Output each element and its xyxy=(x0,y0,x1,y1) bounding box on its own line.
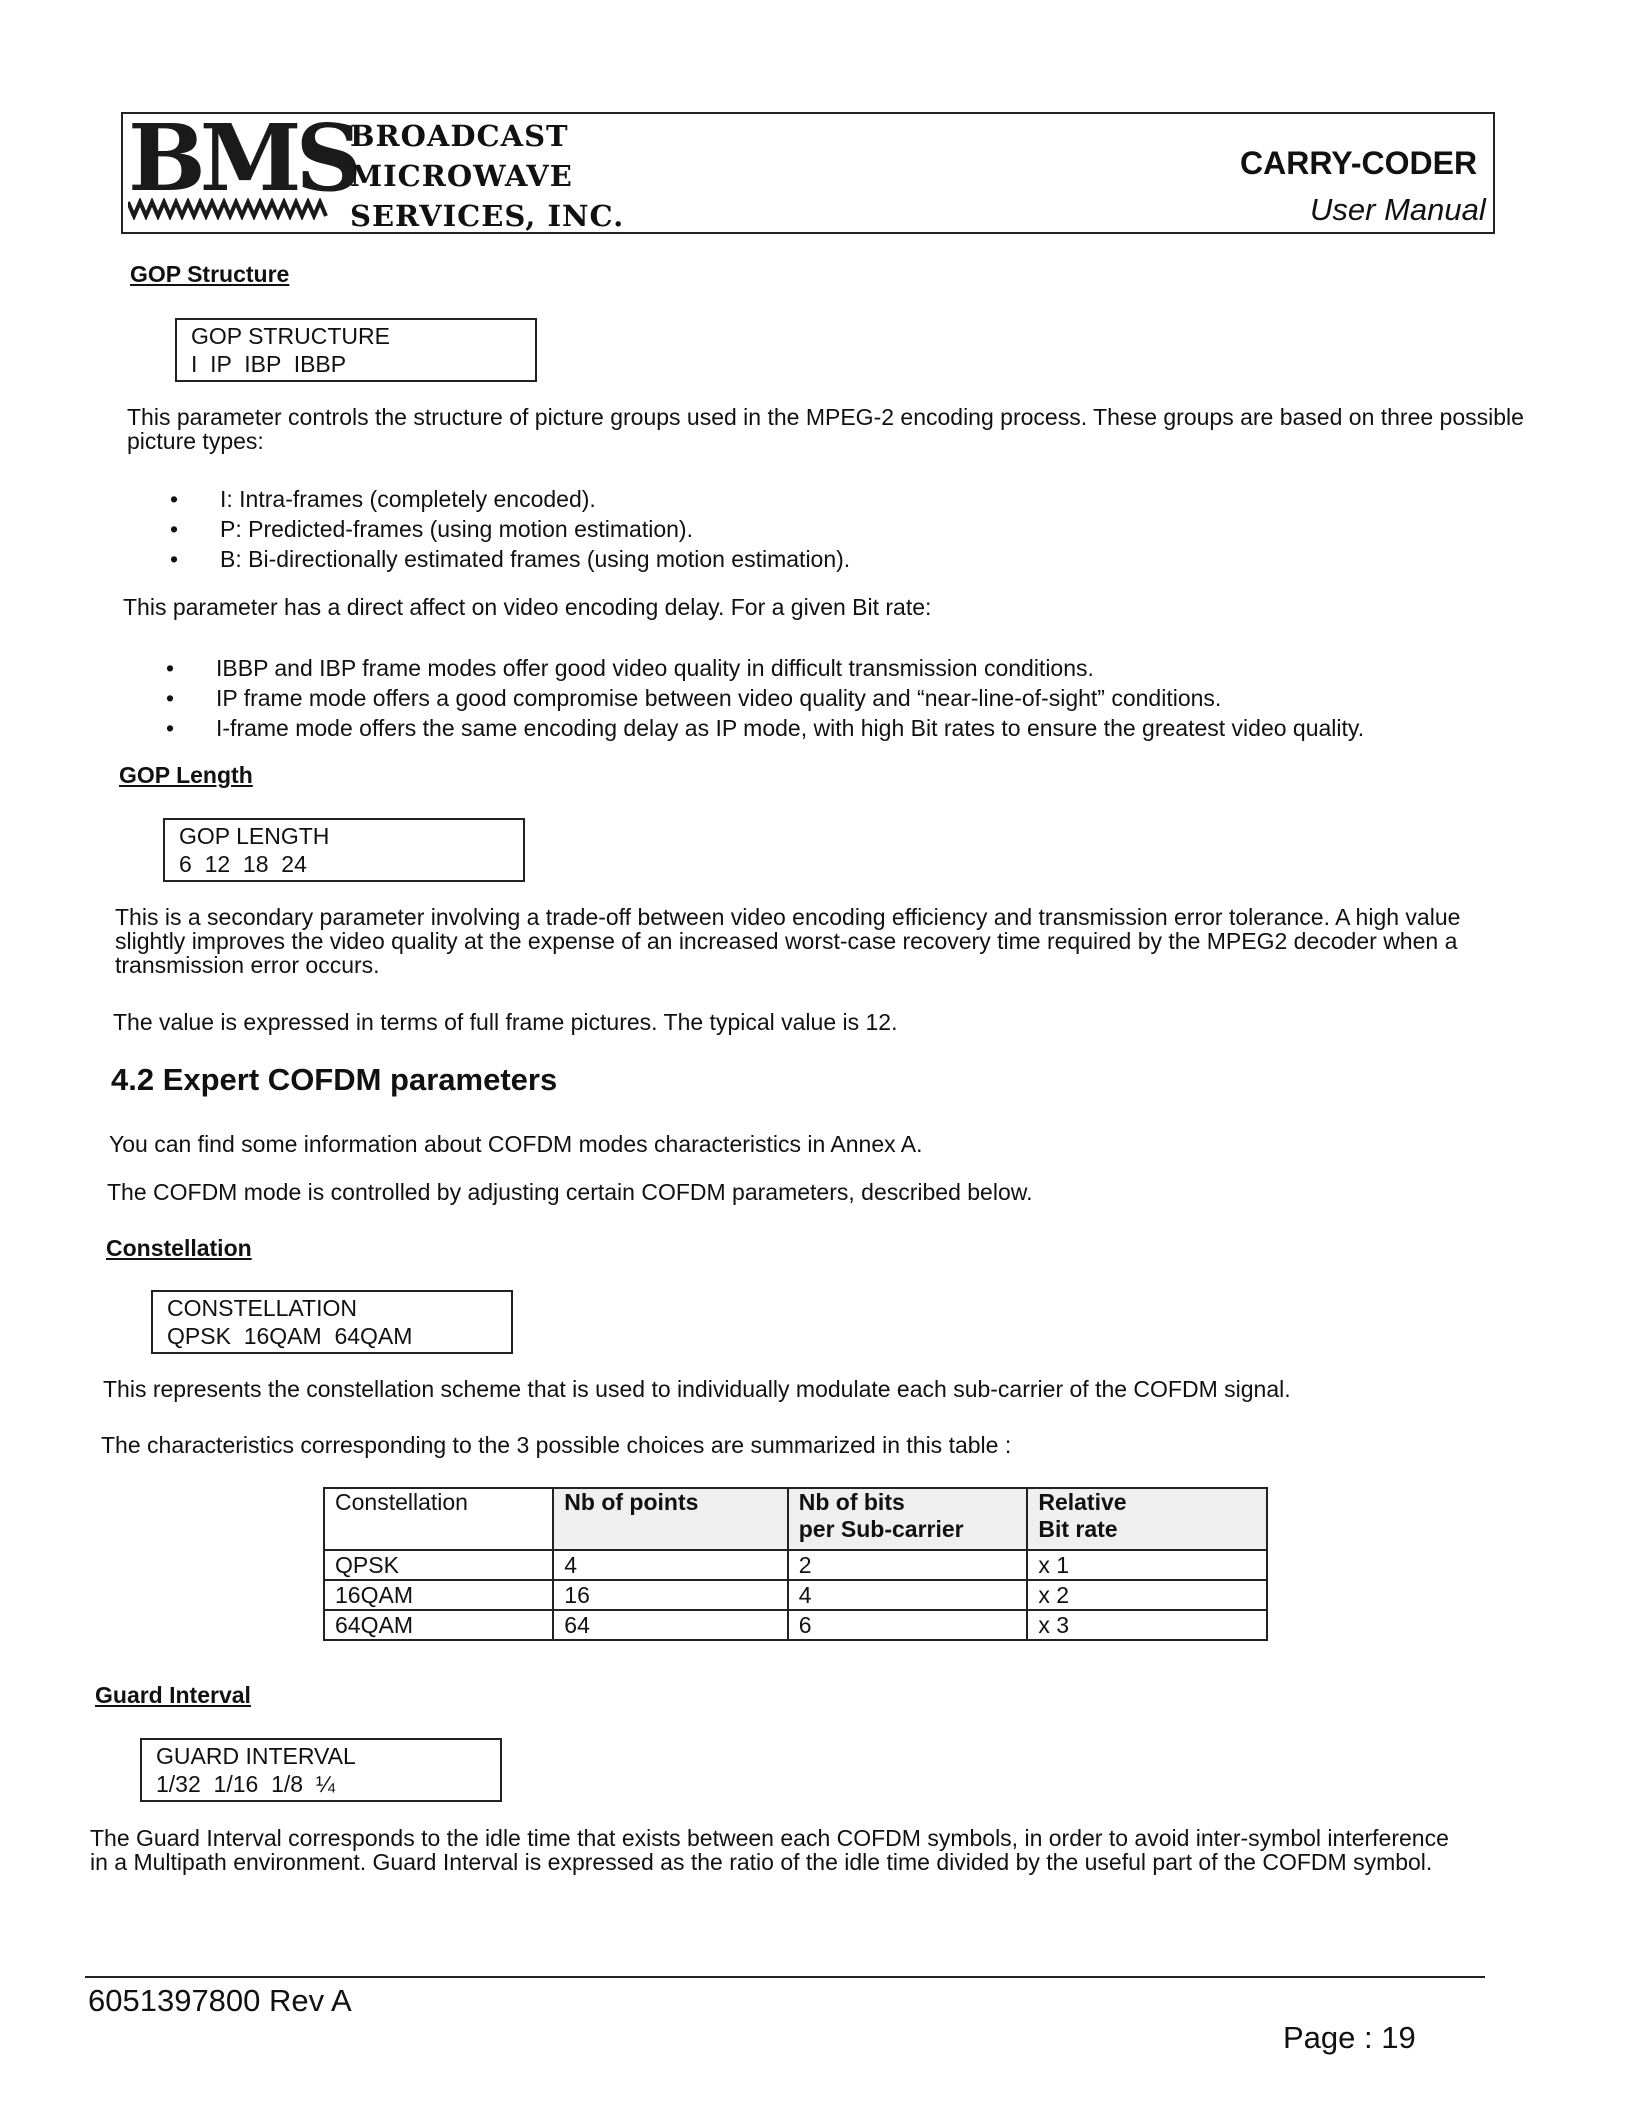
table-row xyxy=(324,1610,1267,1640)
manual-title: User Manual xyxy=(1310,192,1486,227)
table-header-row xyxy=(324,1488,1267,1550)
box-options: QPSK 16QAM 64QAM xyxy=(167,1323,413,1349)
encoding-delay-text: This parameter has a direct affect on video encoding delay. For a given Bit rate: xyxy=(123,594,932,620)
company-line: BROADCAST xyxy=(350,119,569,153)
table-header-cell: Nb of bits per Sub-carrier xyxy=(788,1488,1028,1550)
table-cell: 6 xyxy=(788,1610,1028,1640)
list-item: • IP frame mode offers a good compromise between video quality and “near-line-of-sight” conditions. xyxy=(166,683,1364,713)
table-cell: 16QAM xyxy=(324,1580,553,1610)
table-header-cell: Relative Bit rate xyxy=(1027,1488,1267,1550)
guard-interval-box xyxy=(140,1738,502,1802)
table-cell: 4 xyxy=(553,1550,787,1580)
company-line: MICROWAVE xyxy=(350,159,573,193)
table-cell: 4 xyxy=(788,1580,1028,1610)
table-cell: x 3 xyxy=(1027,1610,1267,1640)
constellation-table xyxy=(323,1487,1268,1641)
table-row xyxy=(324,1580,1267,1610)
guard-interval-heading: Guard Interval xyxy=(95,1682,251,1708)
logo-wave-icon xyxy=(128,198,328,220)
list-item: • IBBP and IBP frame modes offer good video quality in difficult transmission conditions. xyxy=(166,653,1364,683)
company-name xyxy=(350,116,624,236)
constellation-heading: Constellation xyxy=(106,1235,252,1261)
table-cell: x 1 xyxy=(1027,1550,1267,1580)
frame-mode-list xyxy=(166,653,1364,743)
list-item: • I: Intra-frames (completely encoded). xyxy=(170,484,850,514)
gop-length-description: This is a secondary parameter involving a trade-off between video encoding efficiency and transmission error tolerance. A high value slightly improves the video quality at the expense of an increased worst-case recovery time required by the MPEG2 decoder when a transmission error occurs. xyxy=(115,904,1461,978)
page-number: Page : 19 xyxy=(1283,2020,1416,2055)
box-options: 1/32 1/16 1/8 ¼ xyxy=(156,1771,336,1797)
list-item: • I-frame mode offers the same encoding delay as IP mode, with high Bit rates to ensure the greatest video quality. xyxy=(166,713,1364,743)
table-cell: x 2 xyxy=(1027,1580,1267,1610)
list-item: • B: Bi-directionally estimated frames (using motion estimation). xyxy=(170,544,850,574)
table-cell: 16 xyxy=(553,1580,787,1610)
cofdm-section-title: 4.2 Expert COFDM parameters xyxy=(111,1062,558,1097)
company-line: SERVICES, INC. xyxy=(350,199,625,233)
box-options: I IP IBP IBBP xyxy=(191,351,347,377)
table-row xyxy=(324,1550,1267,1580)
box-title: GUARD INTERVAL xyxy=(156,1743,356,1769)
company-logo: BMS xyxy=(128,104,357,212)
gop-length-heading: GOP Length xyxy=(119,762,253,788)
gop-structure-description: This parameter controls the structure of picture groups used in the MPEG-2 encoding process. These groups are based on three possible picture types: xyxy=(127,404,1524,454)
document-number: 6051397800 Rev A xyxy=(88,1983,352,2018)
table-header-cell: Constellation xyxy=(324,1488,553,1550)
cofdm-mode-text: The COFDM mode is controlled by adjusting certain COFDM parameters, described below. xyxy=(107,1179,1033,1205)
box-options: 6 12 18 24 xyxy=(179,851,307,877)
gop-structure-heading: GOP Structure xyxy=(130,261,290,287)
footer-divider xyxy=(85,1976,1485,1978)
box-title: GOP LENGTH xyxy=(179,823,330,849)
box-title: CONSTELLATION xyxy=(167,1295,357,1321)
table-cell: 64QAM xyxy=(324,1610,553,1640)
list-item: • P: Predicted-frames (using motion estimation). xyxy=(170,514,850,544)
product-title: CARRY-CODER xyxy=(1240,145,1478,181)
constellation-box xyxy=(151,1290,513,1354)
gop-structure-box xyxy=(175,318,537,382)
constellation-description: This represents the constellation scheme that is used to individually modulate each sub-carrier of the COFDM signal. xyxy=(103,1376,1291,1402)
table-cell: 2 xyxy=(788,1550,1028,1580)
guard-interval-description: The Guard Interval corresponds to the idle time that exists between each COFDM symbols, in order to avoid inter-symbol interference in a Multipath environment. Guard Interval is expressed as the ratio of the idle time divided by the useful part of the COFDM symbol. xyxy=(90,1825,1449,1875)
picture-type-list xyxy=(170,484,850,574)
header-divider xyxy=(121,232,1493,234)
gop-length-box xyxy=(163,818,525,882)
cofdm-annex-text: You can find some information about COFDM modes characteristics in Annex A. xyxy=(109,1131,923,1157)
table-header-cell: Nb of points xyxy=(553,1488,787,1550)
gop-length-typical: The value is expressed in terms of full frame pictures. The typical value is 12. xyxy=(113,1009,898,1035)
table-cell: QPSK xyxy=(324,1550,553,1580)
box-title: GOP STRUCTURE xyxy=(191,323,390,349)
table-cell: 64 xyxy=(553,1610,787,1640)
constellation-table-intro: The characteristics corresponding to the 3 possible choices are summarized in this table : xyxy=(101,1432,1012,1458)
